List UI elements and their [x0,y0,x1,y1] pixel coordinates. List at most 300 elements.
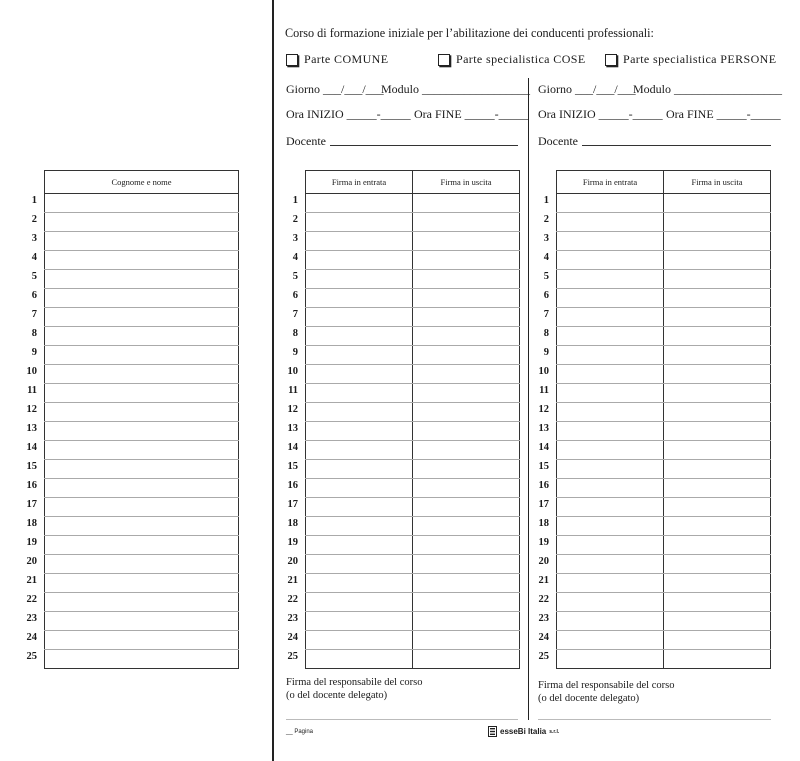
row-number: 24 [26,632,37,643]
footer-rule-left [286,719,518,720]
row-number: 5 [31,271,37,282]
row-number: 7 [31,309,37,320]
exit-signature-cell[interactable] [664,327,771,346]
exit-signature-cell[interactable] [664,422,771,441]
name-cell[interactable] [45,232,239,251]
option-label: Parte COMUNE [304,52,389,66]
entry-signature-cell[interactable] [557,403,664,422]
row-number: 11 [27,385,37,396]
entry-signature-cell[interactable] [306,517,413,536]
row-number: 9 [543,347,549,358]
table-row [557,593,771,612]
exit-signature-cell[interactable] [664,365,771,384]
exit-signature-cell[interactable] [413,574,520,593]
course-title: Corso di formazione iniziale per l’abilitazione dei conducenti professionali: [285,26,654,40]
exit-signature-cell[interactable] [664,441,771,460]
exit-signature-cell[interactable] [664,384,771,403]
exit-signature-cell[interactable] [664,289,771,308]
option-parte-cose[interactable] [438,52,586,67]
entry-signature-cell[interactable] [557,213,664,232]
row-number: 9 [292,347,298,358]
exit-signature-cell[interactable] [413,346,520,365]
row-number: 6 [292,290,298,301]
exit-signature-cell[interactable] [413,213,520,232]
exit-signature-cell[interactable] [664,346,771,365]
table-row [306,479,520,498]
entry-signature-cell[interactable] [306,574,413,593]
ora-inizio-field-right[interactable]: Ora INIZIO _____-_____ [538,107,663,121]
table-row [45,403,239,422]
row-number: 8 [31,328,37,339]
exit-signature-cell[interactable] [413,289,520,308]
entry-signature-cell[interactable] [306,346,413,365]
table-row [45,327,239,346]
entry-signature-cell[interactable] [557,441,664,460]
supervisor-signature-right [538,679,674,705]
exit-signature-cell[interactable] [664,232,771,251]
table-row [306,289,520,308]
exit-signature-cell[interactable] [664,631,771,650]
exit-signature-cell[interactable] [664,213,771,232]
checkbox-icon[interactable] [286,54,298,66]
name-cell[interactable] [45,631,239,650]
exit-signature-cell[interactable] [413,270,520,289]
row-number: 6 [543,290,549,301]
option-label: Parte specialistica COSE [456,52,586,66]
row-number: 17 [287,499,298,510]
table-row [306,232,520,251]
row-number: 25 [287,651,298,662]
row-number: 16 [287,480,298,491]
table-row [306,441,520,460]
docente-field-right[interactable] [538,134,578,149]
table-row [557,346,771,365]
row-number: 23 [26,613,37,624]
exit-signature-cell[interactable] [413,441,520,460]
exit-signature-cell[interactable] [664,270,771,289]
entry-signature-cell[interactable] [557,536,664,555]
name-cell[interactable] [45,251,239,270]
row-number: 14 [287,442,298,453]
entry-signature-cell[interactable] [306,194,413,213]
table-row [557,289,771,308]
table-row [557,555,771,574]
exit-signature-cell[interactable] [664,574,771,593]
table-row [557,384,771,403]
table-row [306,517,520,536]
exit-signature-cell[interactable] [664,650,771,669]
row-number: 15 [287,461,298,472]
option-parte-persone[interactable] [605,52,776,67]
entry-signature-cell[interactable] [306,631,413,650]
table-row [557,479,771,498]
row-number: 14 [538,442,549,453]
row-number: 2 [292,214,298,225]
table-row [306,403,520,422]
exit-signature-cell[interactable] [664,593,771,612]
name-cell[interactable] [45,422,239,441]
entry-signature-cell[interactable] [557,517,664,536]
footer-rule-right [538,719,771,720]
row-number: 17 [538,499,549,510]
entry-signature-cell[interactable] [306,555,413,574]
entry-signature-cell[interactable] [306,498,413,517]
entry-signature-header: Firma in entrata [557,171,664,194]
table-row [557,194,771,213]
entry-signature-cell[interactable] [306,650,413,669]
entry-signature-cell[interactable] [557,460,664,479]
exit-signature-cell[interactable] [413,251,520,270]
entry-signature-cell[interactable] [557,384,664,403]
exit-signature-cell[interactable] [664,517,771,536]
row-number: 21 [26,575,37,586]
table-row [306,365,520,384]
table-row [45,631,239,650]
entry-signature-cell[interactable] [306,251,413,270]
row-number: 1 [292,195,298,206]
table-row [557,498,771,517]
exit-signature-cell[interactable] [413,498,520,517]
signature-caption-line1: Firma del responsabile del corso [538,680,675,691]
table-row [557,441,771,460]
row-number: 18 [26,518,37,529]
name-cell[interactable] [45,612,239,631]
signature-caption-line2: (o del docente delegato) [538,693,640,704]
entry-signature-cell[interactable] [557,270,664,289]
table-row [306,593,520,612]
row-number: 4 [292,252,298,263]
checkbox-icon[interactable] [605,54,617,66]
entry-signature-cell[interactable] [557,289,664,308]
table-row [45,384,239,403]
signature-caption-line2: (o del docente delegato) [286,690,388,701]
entry-signature-cell[interactable] [306,270,413,289]
exit-signature-cell[interactable] [413,194,520,213]
giorno-field-right[interactable]: Giorno ___/___/___ [538,82,636,96]
table-row [45,536,239,555]
row-number: 19 [538,537,549,548]
brand-suffix: s.r.l. [549,728,560,735]
table-row [557,517,771,536]
table-row [306,536,520,555]
table-row [306,574,520,593]
entry-signature-cell[interactable] [557,479,664,498]
row-number: 19 [26,537,37,548]
entry-signature-cell[interactable] [557,498,664,517]
brand-name: esseBi Italia [500,727,547,736]
entry-signature-cell[interactable] [306,365,413,384]
names-table [44,170,239,669]
table-row [557,365,771,384]
table-row [557,327,771,346]
exit-signature-cell[interactable] [413,460,520,479]
exit-signature-cell[interactable] [413,517,520,536]
row-number: 6 [31,290,37,301]
table-row [557,612,771,631]
name-cell[interactable] [45,593,239,612]
supervisor-signature-left [286,676,422,702]
exit-signature-cell[interactable] [413,308,520,327]
name-cell[interactable] [45,498,239,517]
table-row [557,232,771,251]
entry-signature-cell[interactable] [306,403,413,422]
exit-signature-cell[interactable] [664,612,771,631]
table-row [557,422,771,441]
name-cell[interactable] [45,650,239,669]
table-row [45,441,239,460]
row-number: 10 [287,366,298,377]
exit-signature-cell[interactable] [664,479,771,498]
docente-field-left[interactable] [286,134,326,149]
attendance-table-right [556,170,771,669]
exit-signature-cell[interactable] [664,555,771,574]
table-row [306,194,520,213]
exit-signature-cell[interactable] [413,650,520,669]
entry-signature-cell[interactable] [306,422,413,441]
entry-signature-cell[interactable] [306,612,413,631]
name-cell[interactable] [45,270,239,289]
row-number: 1 [543,195,549,206]
entry-signature-cell[interactable] [557,346,664,365]
entry-signature-cell[interactable] [557,365,664,384]
table-row [557,631,771,650]
entry-signature-cell[interactable] [557,251,664,270]
table-row [557,403,771,422]
entry-signature-cell[interactable] [306,213,413,232]
row-number: 4 [543,252,549,263]
table-row [45,194,239,213]
entry-signature-cell[interactable] [557,555,664,574]
table-row [306,555,520,574]
entry-signature-cell[interactable] [557,308,664,327]
table-row [557,574,771,593]
exit-signature-cell[interactable] [664,251,771,270]
table-row [45,517,239,536]
entry-signature-cell[interactable] [306,327,413,346]
checkbox-icon[interactable] [438,54,450,66]
row-number: 20 [26,556,37,567]
docente-label: Docente [286,134,326,148]
entry-signature-cell[interactable] [306,441,413,460]
table-row [557,270,771,289]
name-cell[interactable] [45,289,239,308]
table-row [557,460,771,479]
name-cell[interactable] [45,346,239,365]
name-cell[interactable] [45,479,239,498]
exit-signature-cell[interactable] [664,194,771,213]
table-row [306,631,520,650]
row-number: 8 [292,328,298,339]
entry-signature-cell[interactable] [557,650,664,669]
row-number: 25 [26,651,37,662]
entry-signature-cell[interactable] [557,422,664,441]
modulo-field-left[interactable]: Modulo __________________ [381,82,531,96]
exit-signature-cell[interactable] [413,555,520,574]
name-cell[interactable] [45,574,239,593]
name-cell[interactable] [45,517,239,536]
entry-signature-cell[interactable] [557,631,664,650]
exit-signature-cell[interactable] [664,403,771,422]
entry-signature-cell[interactable] [306,460,413,479]
entry-signature-cell[interactable] [306,536,413,555]
row-number: 14 [26,442,37,453]
row-number: 22 [287,594,298,605]
signature-caption-line1: Firma del responsabile del corso [286,677,423,688]
row-number: 7 [292,309,298,320]
exit-signature-cell[interactable] [413,422,520,441]
row-number: 7 [543,309,549,320]
name-cell[interactable] [45,213,239,232]
row-number: 24 [538,632,549,643]
ora-fine-field-left[interactable]: Ora FINE _____-_____ [414,107,529,121]
row-number: 1 [31,195,37,206]
name-cell[interactable] [45,308,239,327]
table-row [306,251,520,270]
name-cell[interactable] [45,555,239,574]
row-number: 19 [287,537,298,548]
exit-signature-cell[interactable] [413,403,520,422]
row-number: 10 [26,366,37,377]
table-row [306,650,520,669]
modulo-field-right[interactable]: Modulo __________________ [633,82,783,96]
table-row [306,384,520,403]
name-cell[interactable] [45,327,239,346]
row-number: 3 [31,233,37,244]
table-row [45,593,239,612]
row-number: 3 [543,233,549,244]
row-number: 24 [287,632,298,643]
entry-signature-cell[interactable] [306,232,413,251]
page-fold-line [272,0,274,761]
row-number: 12 [26,404,37,415]
entry-signature-cell[interactable] [557,612,664,631]
exit-signature-cell[interactable] [664,498,771,517]
row-number: 15 [26,461,37,472]
table-row [557,251,771,270]
row-number: 11 [539,385,549,396]
row-number: 16 [26,480,37,491]
entry-signature-cell[interactable] [557,574,664,593]
docente-line-right [582,145,771,146]
entry-signature-cell[interactable] [557,194,664,213]
entry-signature-cell[interactable] [306,289,413,308]
names-header: Cognome e nome [45,171,239,194]
giorno-field-left[interactable]: Giorno ___/___/___ [286,82,384,96]
table-row [557,308,771,327]
row-number: 18 [538,518,549,529]
table-row [557,213,771,232]
option-label: Parte specialistica PERSONE [623,52,777,66]
exit-signature-cell[interactable] [413,631,520,650]
table-row [45,498,239,517]
entry-signature-cell[interactable] [557,232,664,251]
table-row [45,612,239,631]
entry-signature-cell[interactable] [306,593,413,612]
row-number: 8 [543,328,549,339]
exit-signature-header: Firma in uscita [413,171,520,194]
entry-signature-cell[interactable] [557,327,664,346]
exit-signature-cell[interactable] [664,536,771,555]
row-number: 17 [26,499,37,510]
row-number: 2 [31,214,37,225]
row-number: 13 [538,423,549,434]
ora-inizio-field-left[interactable]: Ora INIZIO _____-_____ [286,107,411,121]
entry-signature-cell[interactable] [306,479,413,498]
table-row [45,289,239,308]
docente-label: Docente [538,134,578,148]
brand-logo [488,726,559,737]
table-row [45,574,239,593]
row-number: 12 [538,404,549,415]
exit-signature-cell[interactable] [413,232,520,251]
docente-line-left [330,145,518,146]
entry-signature-header: Firma in entrata [306,171,413,194]
table-row [45,251,239,270]
table-row [45,460,239,479]
table-row [45,422,239,441]
exit-signature-cell[interactable] [413,536,520,555]
row-number: 5 [292,271,298,282]
row-number: 21 [538,575,549,586]
row-number: 21 [287,575,298,586]
name-cell[interactable] [45,441,239,460]
exit-signature-cell[interactable] [413,593,520,612]
entry-signature-cell[interactable] [557,593,664,612]
option-parte-comune[interactable] [286,52,388,67]
row-number: 5 [543,271,549,282]
row-number: 22 [26,594,37,605]
exit-signature-cell[interactable] [664,308,771,327]
table-row [306,308,520,327]
row-number: 16 [538,480,549,491]
name-cell[interactable] [45,403,239,422]
name-cell[interactable] [45,194,239,213]
row-number: 20 [287,556,298,567]
entry-signature-cell[interactable] [306,308,413,327]
exit-signature-cell[interactable] [413,365,520,384]
table-row [557,536,771,555]
attendance-table-left [305,170,520,669]
table-row [306,270,520,289]
table-row [45,346,239,365]
row-number: 2 [543,214,549,225]
entry-signature-cell[interactable] [306,384,413,403]
exit-signature-cell[interactable] [413,384,520,403]
table-row [45,308,239,327]
table-row [306,327,520,346]
row-number: 25 [538,651,549,662]
row-number: 22 [538,594,549,605]
ora-fine-field-right[interactable]: Ora FINE _____-_____ [666,107,781,121]
exit-signature-cell[interactable] [413,327,520,346]
name-cell[interactable] [45,365,239,384]
table-row [557,650,771,669]
exit-signature-cell[interactable] [664,460,771,479]
row-number: 13 [287,423,298,434]
name-cell[interactable] [45,384,239,403]
table-row [306,213,520,232]
name-cell[interactable] [45,460,239,479]
exit-signature-cell[interactable] [413,612,520,631]
essebi-logo-icon [488,726,498,737]
table-row [45,650,239,669]
name-cell[interactable] [45,536,239,555]
table-row [45,365,239,384]
table-row [306,422,520,441]
row-number: 20 [538,556,549,567]
exit-signature-cell[interactable] [413,479,520,498]
row-number: 10 [538,366,549,377]
